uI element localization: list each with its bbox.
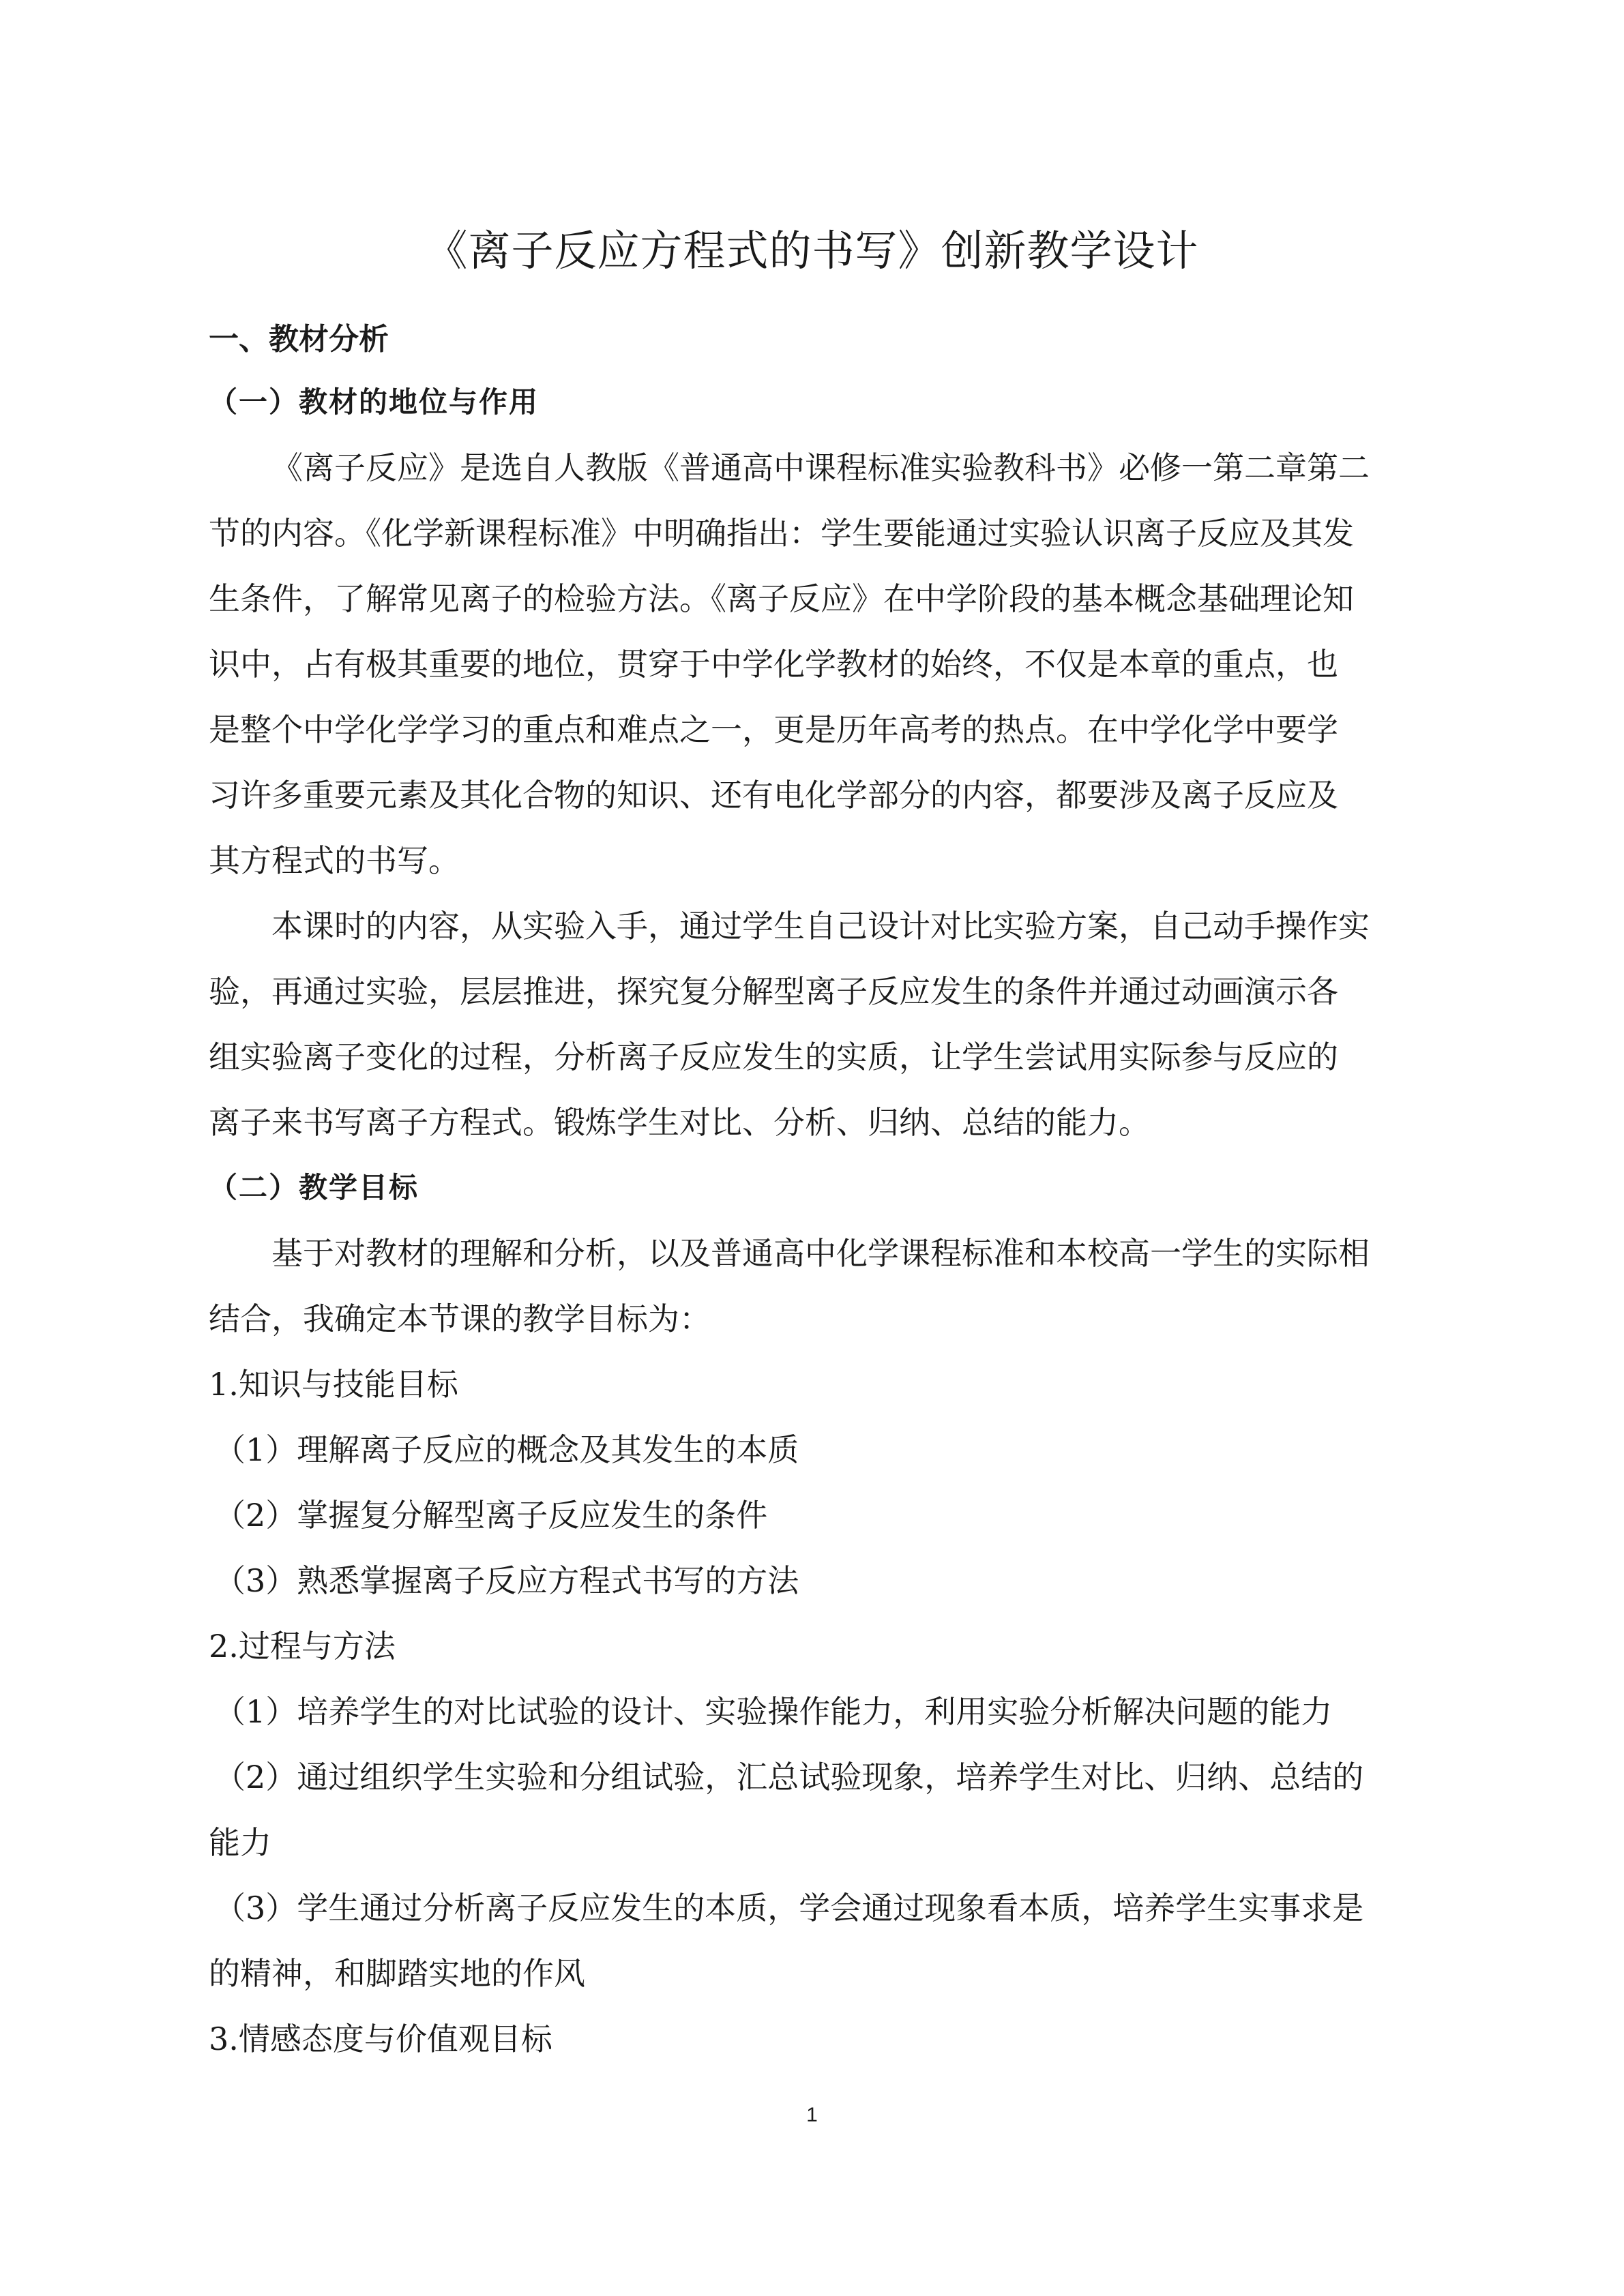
paragraph-line: 本课时的内容，从实验入手，通过学生自己设计对比实验方案，自己动手操作实 <box>271 908 1370 944</box>
document-title: 《离子反应方程式的书写》创新教学设计 <box>425 226 1199 275</box>
section-heading: 一、教材分析 <box>209 322 389 357</box>
paragraph-line: 结合，我确定本节课的教学目标为： <box>209 1300 711 1337</box>
goal-item: （2）通过组织学生实验和分组试验，汇总试验现象，培养学生对比、归纳、总结的 <box>214 1759 1364 1795</box>
paragraph-line: 《离子反应》是选自人教版《普通高中课程标准实验教科书》必修一第二章第二 <box>271 449 1370 486</box>
goal-item: （3）学生通过分析离子反应发生的本质，学会通过现象看本质，培养学生实事求是 <box>214 1890 1364 1926</box>
goal-heading: 2.过程与方法 <box>209 1628 396 1665</box>
paragraph-line: 基于对教材的理解和分析，以及普通高中化学课程标准和本校高一学生的实际相 <box>271 1235 1370 1272</box>
paragraph-line: 节的内容。《化学新课程标准》中明确指出：学生要能通过实验认识离子反应及其发 <box>209 515 1354 552</box>
goal-item: （2）掌握复分解型离子反应发生的条件 <box>214 1497 768 1534</box>
subsection-heading: （二）教学目标 <box>209 1171 419 1204</box>
paragraph-line: 离子来书写离子方程式。锻炼学生对比、分析、归纳、总结的能力。 <box>209 1104 1150 1141</box>
goal-item-continuation: 能力 <box>209 1824 271 1861</box>
paragraph-line: 识中，占有极其重要的地位，贯穿于中学化学教材的始终，不仅是本章的重点，也 <box>209 646 1338 683</box>
paragraph-line: 组实验离子变化的过程，分析离子反应发生的实质，让学生尝试用实际参与反应的 <box>209 1039 1338 1075</box>
paragraph-line: 生条件，了解常见离子的检验方法。《离子反应》在中学阶段的基本概念基础理论知 <box>209 580 1354 617</box>
paragraph-line: 是整个中学化学学习的重点和难点之一，更是历年高考的热点。在中学化学中要学 <box>209 711 1338 748</box>
goal-item: （1）培养学生的对比试验的设计、实验操作能力，利用实验分析解决问题的能力 <box>214 1693 1333 1730</box>
paragraph-line: 其方程式的书写。 <box>209 842 460 879</box>
goal-heading: 1.知识与技能目标 <box>209 1366 458 1403</box>
goal-item: （1）理解离子反应的概念及其发生的本质 <box>214 1431 799 1468</box>
goal-item: （3）熟悉掌握离子反应方程式书写的方法 <box>214 1562 799 1599</box>
paragraph-line: 验，再通过实验，层层推进，探究复分解型离子反应发生的条件并通过动画演示各 <box>209 973 1338 1010</box>
goal-item-continuation: 的精神，和脚踏实地的作风 <box>209 1955 585 1992</box>
subsection-heading: （一）教材的地位与作用 <box>209 385 540 419</box>
page-number: 1 <box>806 2104 818 2126</box>
paragraph-line: 习许多重要元素及其化合物的知识、还有电化学部分的内容，都要涉及离子反应及 <box>209 777 1338 814</box>
goal-heading: 3.情感态度与价值观目标 <box>209 2021 552 2057</box>
